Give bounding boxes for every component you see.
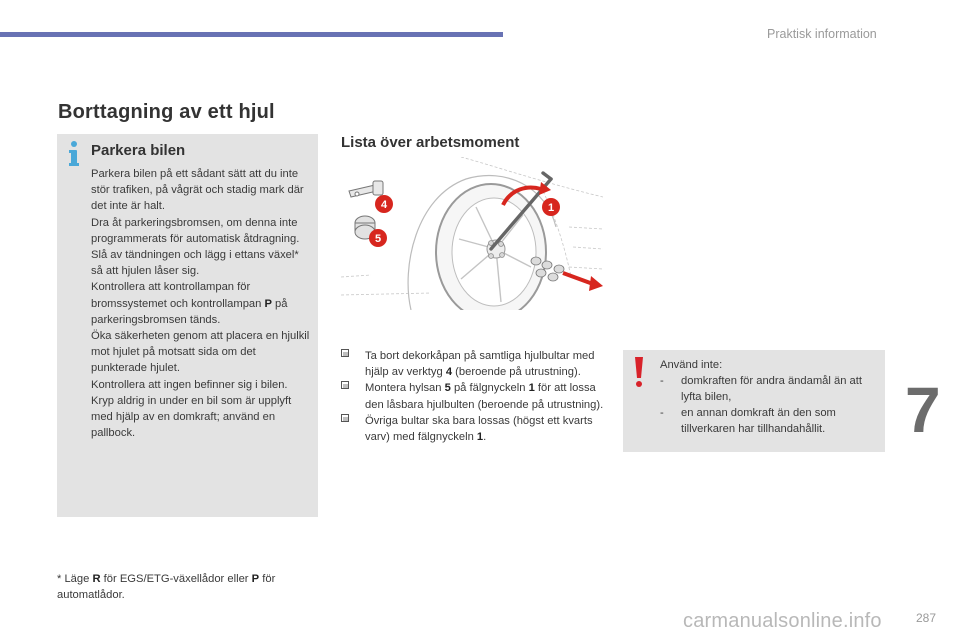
info-text-run: Kryp aldrig in under en bil som är upplyft med hjälp av en domkraft; använd en pallbock. — [91, 394, 292, 440]
step-text-run: på fälgnyckeln — [450, 382, 529, 395]
footnote-bold-ref: P — [251, 573, 260, 585]
warning-item — [660, 373, 875, 405]
info-paragraph — [91, 215, 313, 280]
step-bold-ref: 5 — [444, 382, 451, 395]
info-icon — [65, 140, 83, 168]
callout-4 — [375, 195, 393, 213]
procedure-step — [341, 413, 606, 445]
watermark: carmanualsonline.info — [683, 610, 882, 632]
step-text-run: Övriga bultar ska bara lossas (högst ett kvarts varv) med fälgnyckeln — [365, 414, 593, 444]
info-paragraph — [91, 377, 313, 393]
chapter-number: 7 — [905, 374, 941, 446]
info-text-run: Kontrollera att ingen befinner sig i bilen. — [91, 378, 288, 391]
step-text-run: Ta bort dekorkåpan på samtliga hjulbultar med hjälp av verktyg — [365, 350, 595, 379]
footnote-bold-ref: R — [92, 573, 101, 585]
info-title: Parkera bilen — [91, 142, 186, 159]
info-text-run: på parkeringsbromsen tänds. — [91, 297, 288, 326]
info-paragraph — [91, 393, 313, 442]
step-bold-ref: 4 — [445, 366, 453, 379]
callout-5 — [369, 229, 387, 247]
procedure-steps — [341, 348, 606, 445]
step-text-run: för att lossa den låsbara hjulbulten (beroende på utrustning). — [365, 382, 604, 411]
procedure-title: Lista över arbetsmoment — [341, 134, 520, 151]
page-number: 287 — [916, 611, 937, 625]
step-bold-ref: 1 — [528, 382, 535, 395]
info-text-run: Parkera bilen på ett sådant sätt att du inte stör trafiken, på vågrät och stadig mark där det inte är halt. — [91, 168, 304, 213]
info-paragraph — [91, 166, 313, 215]
callout-1-label: 1 — [547, 202, 555, 214]
wheel-removal-illustration — [341, 157, 603, 310]
info-paragraph — [91, 279, 313, 328]
checkbox-bullet-icon — [341, 414, 351, 424]
footnote — [57, 571, 322, 603]
info-text-run: Kontrollera att kontrollampan för bromssystemet och kontrollampan — [91, 281, 265, 310]
exclamation-icon — [632, 356, 646, 388]
footnote-run: för EGS/ETG-växellådor eller — [100, 573, 252, 585]
dash-bullet: - — [660, 407, 664, 419]
footnote-run: * Läge — [57, 573, 93, 585]
warning-item-text: domkraften för andra ändamål än att lyfta bilen, — [681, 375, 862, 403]
checkbox-bullet-icon — [341, 349, 351, 359]
callout-1 — [542, 198, 560, 216]
step-text-run: (beroende på utrustning). — [452, 366, 581, 379]
section-header: Praktisk information — [767, 27, 877, 41]
procedure-step — [341, 380, 606, 412]
page-title: Borttagning av ett hjul — [58, 101, 275, 123]
step-bold-ref: 1 — [476, 431, 484, 444]
warning-intro: Använd inte: — [660, 359, 723, 371]
callout-5-label: 5 — [374, 233, 382, 245]
header-accent-bar — [0, 32, 503, 37]
warning-item — [660, 405, 875, 437]
warning-text — [660, 357, 875, 437]
step-text-run: Montera hylsan — [365, 382, 445, 395]
warning-item-text: en annan domkraft än den som tillverkaren har tillhandahållit. — [681, 407, 836, 435]
info-bold-ref: P — [264, 297, 272, 310]
info-text — [91, 166, 313, 441]
callout-4-label: 4 — [380, 199, 388, 211]
info-text-run: Öka säkerheten genom att placera en hjulkil mot hjulet på motsatt sida om det punkterade hjulet. — [91, 330, 310, 375]
step-text-run: . — [483, 431, 487, 444]
footnote-run: för automatlådor. — [57, 573, 276, 601]
dash-bullet: - — [660, 375, 664, 387]
checkbox-bullet-icon — [341, 381, 351, 391]
procedure-step — [341, 348, 606, 380]
info-paragraph — [91, 328, 313, 377]
info-text-run: Dra åt parkeringsbromsen, om denna inte programmerats för automatisk åtdragning. Slå av tändningen och lägg i ettans växel* så att hjulen låser sig. — [91, 216, 300, 278]
